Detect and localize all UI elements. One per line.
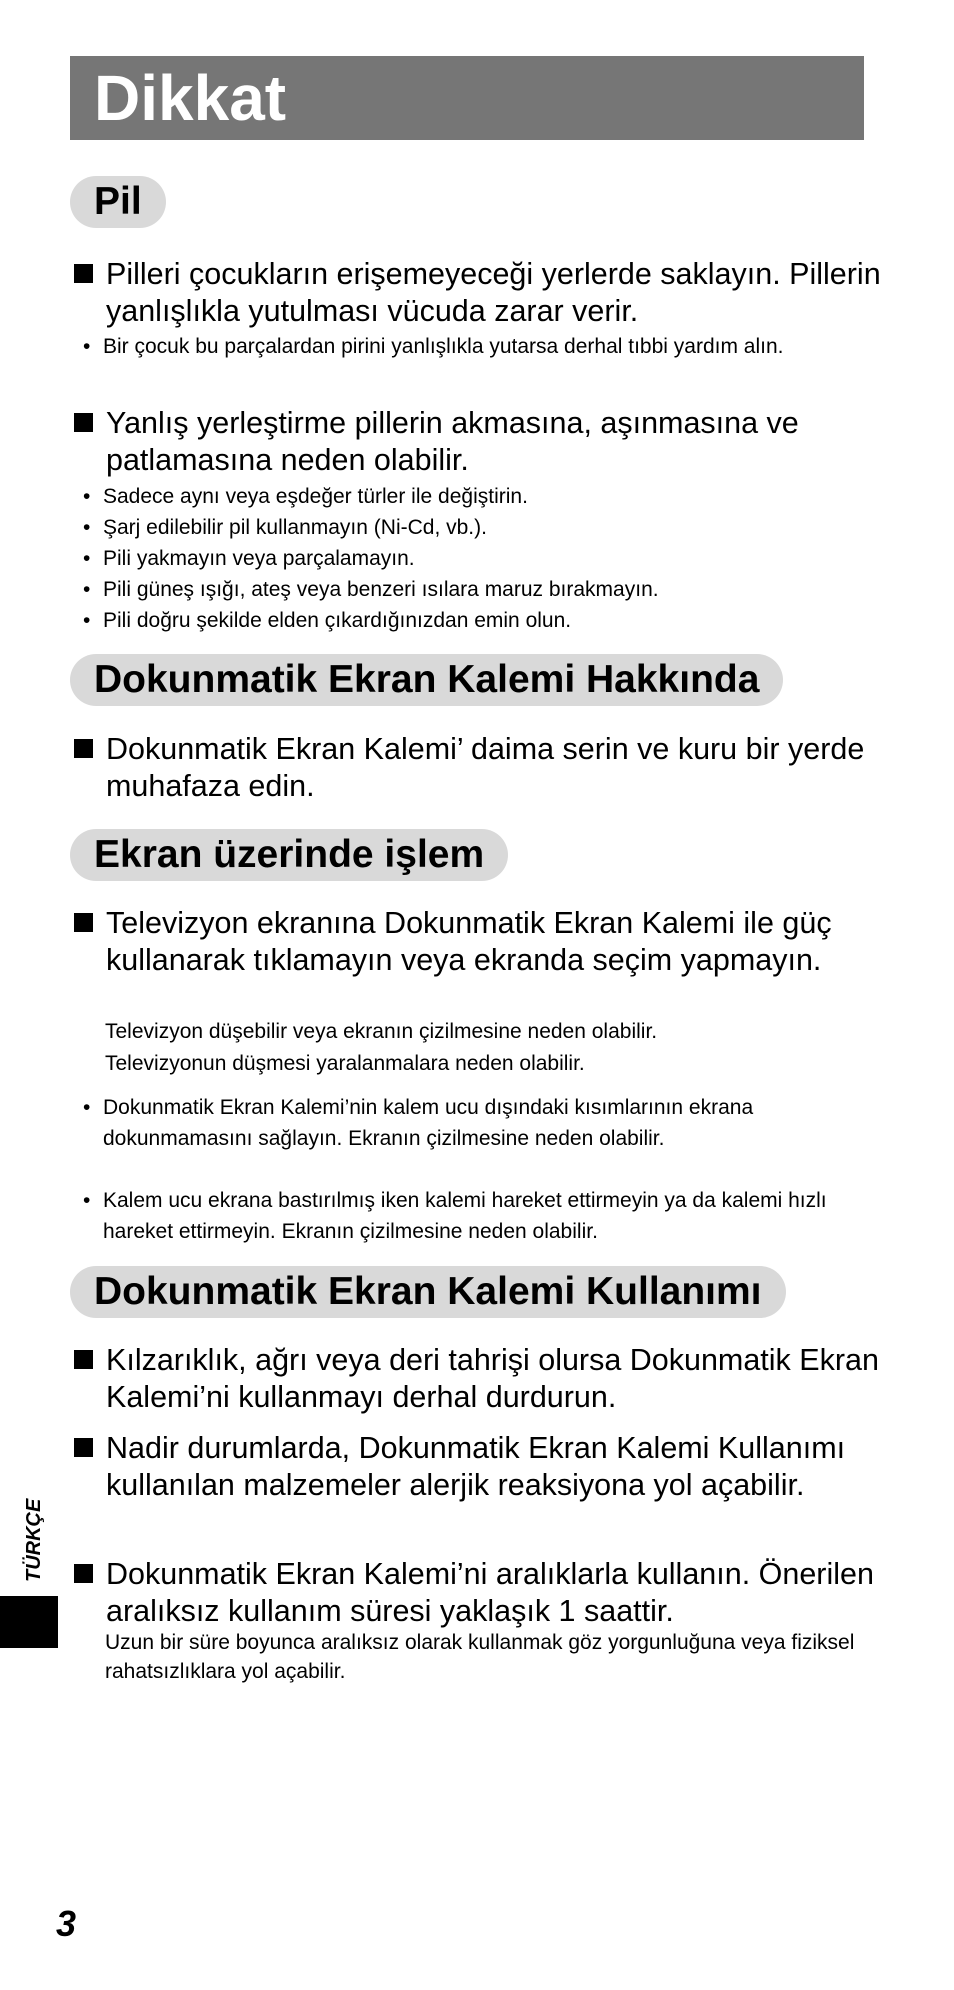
sub-bullet: [83, 1185, 863, 1247]
section-title-pil: Pil: [70, 176, 166, 228]
dot-icon: •: [83, 335, 91, 358]
bullet-main-text: Televizyon ekranına Dokunmatik Ekran Kalemi ile güç kullanarak tıklamayın veya ekranda seçim yapmayın.: [106, 906, 832, 977]
bullet-main-text: Nadir durumlarda, Dokunmatik Ekran Kalemi Kullanımı kullanılan malzemeler alerjik reaksiyona yol açabilir.: [106, 1431, 846, 1502]
sub-bullet-text: Bir çocuk bu parçalardan pirini yanlışlıkla yutarsa derhal tıbbi yardım alın.: [103, 335, 784, 358]
bullet-square-icon: [74, 413, 93, 432]
sub-bullet-text: Pili güneş ışığı, ateş veya benzeri ısılara maruz bırakmayın.: [103, 578, 659, 601]
sub-bullet-text: Pili doğru şekilde elden çıkardığınızdan emin olun.: [103, 609, 572, 632]
dot-icon: •: [83, 609, 91, 632]
dot-icon: •: [83, 578, 91, 601]
sub-bullet: [83, 481, 863, 512]
page-title: Dikkat: [94, 62, 287, 134]
dot-icon: •: [83, 485, 91, 508]
dot-icon: •: [83, 1096, 91, 1119]
dot-icon: •: [83, 1189, 91, 1212]
sub-bullet-text: Sadece aynı veya eşdeğer türler ile değiştirin.: [103, 485, 528, 508]
sub-bullet: [83, 543, 863, 574]
dot-icon: •: [83, 547, 91, 570]
language-label: TÜRKÇE: [23, 1498, 45, 1582]
bullet-square-icon: [74, 1438, 93, 1457]
language-tab-marker: [0, 1596, 58, 1648]
note-text: Televizyonun düşmesi yaralanmalara neden olabilir.: [105, 1052, 585, 1075]
section-title-ekran-islem: Ekran üzerinde işlem: [70, 829, 508, 881]
note-text: Televizyon düşebilir veya ekranın çizilmesine neden olabilir.: [105, 1020, 658, 1043]
sub-bullet: [83, 1092, 863, 1154]
sub-bullet: [83, 512, 863, 543]
bullet-square-icon: [74, 1564, 93, 1583]
bullet-main-text: Dokunmatik Ekran Kalemi’ daima serin ve kuru bir yerde muhafaza edin.: [106, 732, 865, 803]
sub-bullet: [83, 574, 863, 605]
bullet-square-icon: [74, 264, 93, 283]
bullet-main-text: Pilleri çocukların erişemeyeceği yerlerde saklayın. Pillerin yanlışlıkla yutulması vücuda zarar verir.: [106, 257, 881, 328]
bullet-main-text: Kılzarıklık, ağrı veya deri tahrişi olursa Dokunmatik Ekran Kalemi’ni kullanmayı derhal durdurun.: [106, 1343, 879, 1414]
bullet-main-text: Dokunmatik Ekran Kalemi’ni aralıklarla kullanın. Önerilen aralıksız kullanım süresi yaklaşık 1 saattir.: [106, 1557, 874, 1628]
sub-bullet-text: Pili yakmayın veya parçalamayın.: [103, 547, 415, 570]
title-banner: [70, 56, 864, 140]
section-title-kalem-hakkinda: Dokunmatik Ekran Kalemi Hakkında: [70, 654, 783, 706]
sub-bullet-text: Kalem ucu ekrana bastırılmış iken kalemi hareket ettirmeyin ya da kalemi hızlı hareket ettirmeyin. Ekranın çizilmesine neden olabilir.: [103, 1189, 827, 1243]
bullet-square-icon: [74, 1350, 93, 1369]
bullet-main-text: Yanlış yerleştirme pillerin akmasına, aşınmasına ve patlamasına neden olabilir.: [106, 406, 799, 477]
dot-icon: •: [83, 516, 91, 539]
bullet-square-icon: [74, 739, 93, 758]
sub-bullet-text: Şarj edilebilir pil kullanmayın (Ni-Cd, vb.).: [103, 516, 487, 539]
note-text: Uzun bir süre boyunca aralıksız olarak kullanmak göz yorgunluğuna veya fiziksel rahatsızlıklara yol açabilir.: [105, 1631, 855, 1683]
sub-bullet: [83, 605, 863, 636]
section-title-kalem-kullanimi: Dokunmatik Ekran Kalemi Kullanımı: [70, 1266, 786, 1318]
sub-bullet: [83, 331, 833, 362]
sub-bullet-text: Dokunmatik Ekran Kalemi’nin kalem ucu dışındaki kısımlarının ekrana dokunmamasını sağlayın. Ekranın çizilmesine neden olabilir.: [103, 1096, 754, 1150]
bullet-square-icon: [74, 913, 93, 932]
page-number: 3: [56, 1903, 77, 1944]
